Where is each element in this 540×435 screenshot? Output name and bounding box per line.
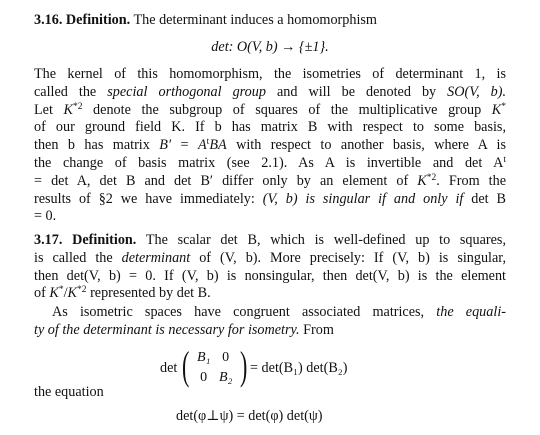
definition-3-17: 3.17. Definition. The scalar det B, which is well-defined up to squares, is called the determinant of (V, b). More precisely: If (V, b) is singular, then det(V, b) = 0. If (V, b) is nonsingular, then det(V, b) is the element of $K^*/K^{*2}$ represented by det B. (34, 232, 506, 302)
paragraph-isometric: As isometric spaces have congruent associated matrices, the equali- ty of the determinant is necessary for isometry. From (34, 304, 506, 338)
right-paren: ) (239, 343, 248, 388)
display-formula-homomorphism: det: O(V, b) → {±1}. (211, 39, 329, 55)
text-the-equation: the equation (34, 384, 104, 400)
display-formula-orthogonal-sum: det(φ⊥ψ) = det(φ) det(ψ) (176, 408, 323, 424)
block-matrix: B₁ 0 0 B₂ (196, 350, 233, 385)
left-paren: ( (182, 343, 190, 388)
definition-3-16 (34, 12, 506, 30)
det-operator: det (160, 359, 178, 376)
definition-term: Definition. (65, 12, 131, 28)
definition-number: 3.16. (34, 12, 63, 28)
matrix-rhs: = det(B₁) det(B₂) (250, 359, 348, 376)
display-formula-block-determinant (160, 343, 348, 389)
definition-intro: The determinant induces a homomorphism (133, 12, 377, 28)
paragraph-kernel: The kernel of this homomorphism, the isometries of determinant 1, is called the special orthogonal group and will be denoted by SO(V, b). Let $K^{*2}$ denote the subgroup of squares of the multiplicative group K* of our ground field K. If b has matrix B with respect to some basis, then b has matrix $B' = A^tBA$ with respect to another basis, where A is the change of basis matrix (see 2.1). As A is invertible and $\det A^t$ = det A, det B and det B′ differ only by an element of $K^{*2}$. From the results of §2 we have immediately: (V, b) is singular if and only if det B = 0. (34, 66, 507, 225)
